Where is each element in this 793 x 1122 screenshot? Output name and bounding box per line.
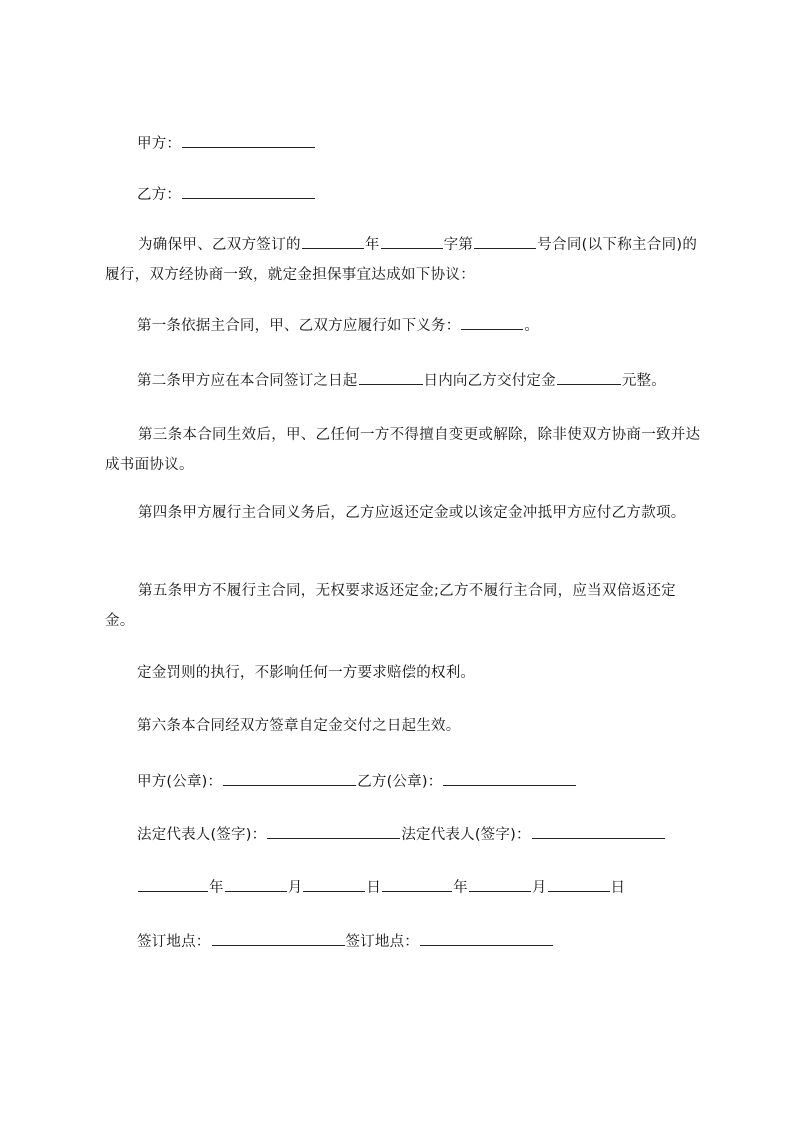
article-5 (105, 576, 705, 636)
party-a-seal-label: 甲方(公章)： (137, 774, 223, 790)
intro-text-1: 为确保甲、乙双方签订的 (138, 237, 301, 253)
party-a-month-blank[interactable] (225, 877, 287, 892)
penalty-clause (137, 663, 475, 683)
party-a-place-label: 签订地点： (137, 934, 211, 950)
year-label: 年 (209, 880, 224, 896)
obligations-blank[interactable] (461, 315, 523, 330)
article-2-text-3: 元整。 (621, 373, 666, 389)
deposit-amount-blank[interactable] (557, 370, 621, 385)
contract-number-blank[interactable] (474, 234, 536, 249)
party-a-label: 甲方： (137, 136, 182, 152)
party-a-legal-rep-label: 法定代表人(签字)： (137, 827, 267, 843)
article-4 (105, 498, 705, 528)
days-blank[interactable] (359, 370, 423, 385)
article-5-text: 第五条甲方不履行主合同，无权要求返还定金;乙方不履行主合同，应当双倍返还定金。 (105, 583, 676, 629)
party-a-year-blank[interactable] (138, 877, 208, 892)
party-a-day-blank[interactable] (303, 877, 365, 892)
month-label: 月 (287, 880, 303, 896)
intro-text-2: 年 (364, 237, 380, 253)
party-b-blank[interactable] (182, 184, 315, 199)
party-b-legal-rep-blank[interactable] (532, 824, 665, 839)
intro-text-4: 号合同(以下称主合同)的履行，双方经协商一致，就定金担保事宜达成如下协议： (105, 237, 698, 283)
article-6-text: 第六条本合同经双方签章自定金交付之日起生效。 (137, 718, 461, 734)
intro-paragraph (105, 230, 705, 290)
party-a-place-blank[interactable] (212, 931, 345, 946)
article-1 (137, 315, 539, 336)
party-b-year-blank[interactable] (382, 877, 452, 892)
article-2 (137, 370, 666, 391)
article-4-text: 第四条甲方履行主合同义务后，乙方应返还定金或以该定金冲抵甲方应付乙方款项。 (138, 505, 686, 521)
article-2-text-1: 第二条甲方应在本合同签订之日起 (137, 373, 358, 389)
article-6 (137, 716, 460, 736)
penalty-text: 定金罚则的执行，不影响任何一方要求赔偿的权利。 (137, 665, 476, 681)
party-b-day-blank[interactable] (548, 877, 610, 892)
party-b-seal-label: 乙方(公章)： (357, 774, 443, 790)
article-1-end: 。 (524, 318, 540, 334)
day-label: 日 (366, 880, 382, 896)
party-b-place-blank[interactable] (420, 931, 553, 946)
party-a-legal-rep-blank[interactable] (267, 824, 400, 839)
party-b-place-label: 签订地点： (345, 934, 419, 950)
day-label: 日 (610, 880, 626, 896)
legal-rep-line (137, 824, 666, 845)
party-b-line (137, 184, 316, 205)
party-b-legal-rep-label: 法定代表人(签字)： (401, 827, 531, 843)
party-b-seal-blank[interactable] (443, 771, 576, 786)
article-2-text-2: 日内向乙方交付定金 (423, 373, 556, 389)
party-b-label: 乙方： (137, 187, 182, 203)
party-b-month-blank[interactable] (469, 877, 531, 892)
party-a-blank[interactable] (182, 133, 315, 148)
article-3-text: 第三条本合同生效后，甲、乙任何一方不得擅自变更或解除，除非使双方协商一致并达成书面协议。 (105, 427, 701, 473)
contract-year-blank[interactable] (302, 234, 364, 249)
article-1-text: 第一条依据主合同，甲、乙双方应履行如下义务： (137, 318, 461, 334)
party-a-seal-blank[interactable] (223, 771, 356, 786)
signing-place-line (137, 931, 554, 952)
seal-line (137, 771, 577, 792)
year-label: 年 (453, 880, 468, 896)
month-label: 月 (531, 880, 547, 896)
party-a-line (137, 133, 316, 154)
contract-prefix-blank[interactable] (381, 234, 443, 249)
article-3 (105, 420, 705, 480)
date-line (137, 877, 625, 898)
intro-text-3: 字第 (443, 237, 474, 253)
